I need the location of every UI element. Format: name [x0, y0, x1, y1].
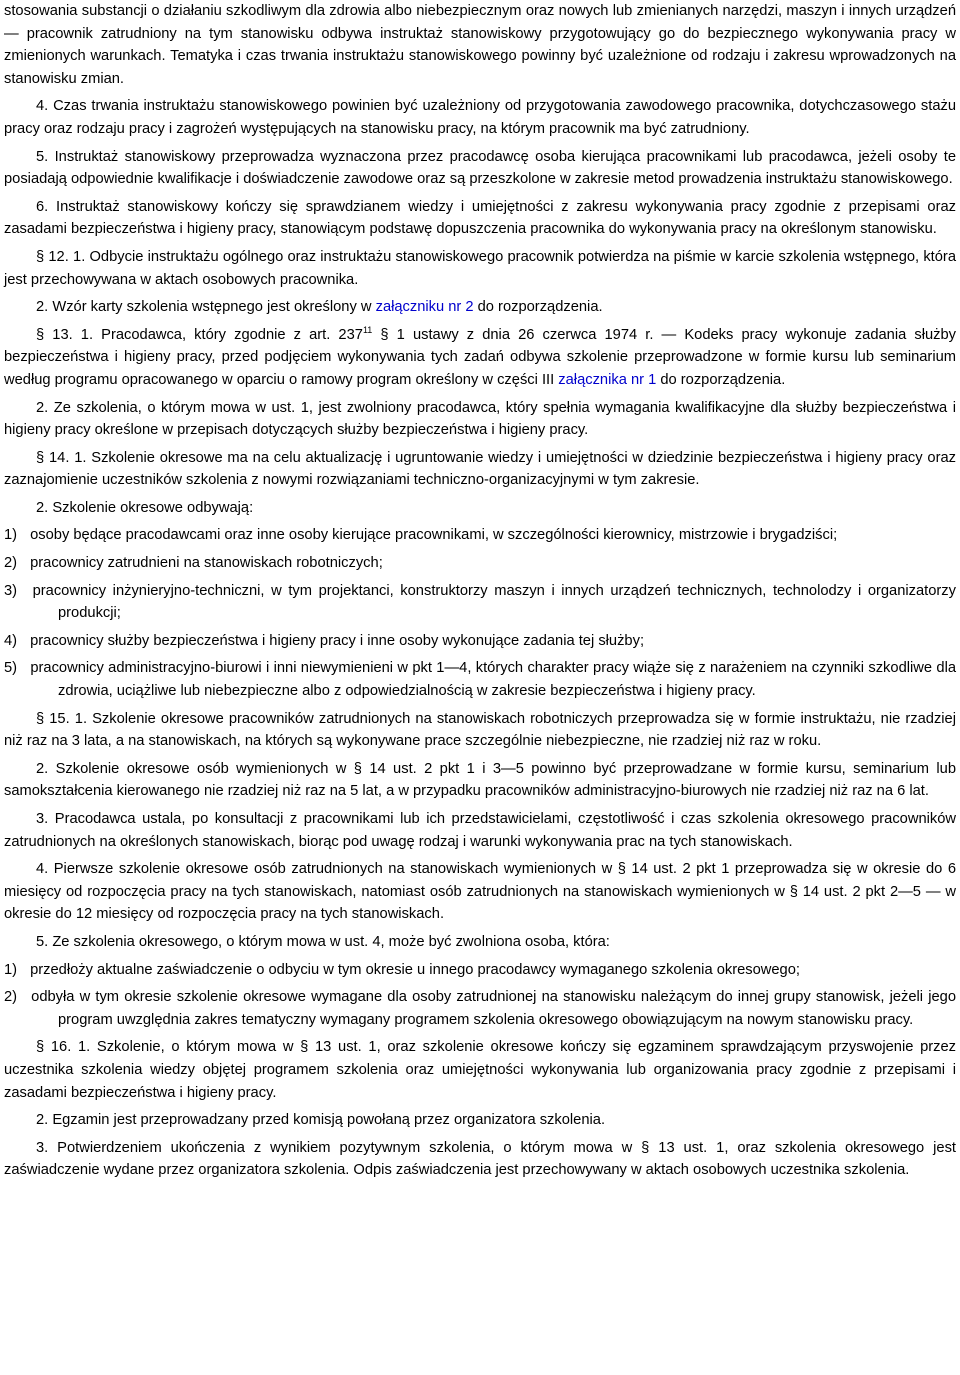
paragraph-par-16-1: § 16. 1. Szkolenie, o którym mowa w § 13 ust. 1, oraz szkolenie okresowe kończy się egzaminem sprawdzającym przyswojenie przez uczestnika szkolenia wiedzy objętej programem szkolenia oraz umiejętności wykonywania lub organizowania pracy zgodnie z przepisami i zasadami bezpieczeństwa i higieny pracy. [4, 1039, 956, 1101]
paragraph-par-12-2 [4, 296, 956, 319]
text: 2. Wzór karty szkolenia wstępnego jest określony w [36, 299, 376, 316]
list-item [4, 524, 956, 547]
list-number: 4) [4, 632, 18, 649]
list-text: pracownicy administracyjno-biurowi i inni niewymienieni w pkt 1—4, których charakter pracy wiąże się z narażeniem na czynniki szkodliwe dla zdrowia, uciążliwe lub niebezpieczne albo z odpowiedzialnością w zakresie bezpieczeństwa i higieny pracy. [30, 660, 956, 700]
list-text: pracownicy zatrudnieni na stanowiskach robotniczych; [30, 555, 383, 572]
text: § 1 ustawy z dnia 26 czerwca 1974 r. — Kodeks pracy wykonuje zadania służby bezpieczeństwa i higieny pracy, przed podjęciem wykonywania tych zadań odbywa szkolenie przeprowadzone w formie kursu lub seminarium według programu opracowanego w oparciu o ramowy program określony w części III [4, 326, 956, 388]
text: § 13. 1. Pracodawca, który zgodnie z art. 237 [36, 326, 363, 343]
list-number: 5) [4, 660, 18, 677]
paragraph-par-13-1 [4, 324, 956, 392]
list-text: pracownicy inżynieryjno-techniczni, w tym projektanci, konstruktorzy maszyn i innych urządzeń technicznych, technolodzy i organizatorzy produkcji; [32, 582, 956, 622]
paragraph-ust-5: 5. Instruktaż stanowiskowy przeprowadza wyznaczona przez pracodawcę osoba kierująca pracownikami lub pracodawca, jeżeli osoby te posiadają odpowiednie kwalifikacje i doświadczenie zawodowe oraz są przeszkolone w zakresie metod prowadzenia instruktażu stanowiskowego. [4, 148, 956, 188]
list-item [4, 959, 956, 982]
paragraph-ust-6: 6. Instruktaż stanowiskowy kończy się sprawdzianem wiedzy i umiejętności z zakresu wykonywania pracy zgodnie z przepisami oraz zasadami bezpieczeństwa i higieny pracy, stanowiącym podstawę dopuszczenia pracownika do wykonywania pracy na określonym stanowisku. [4, 198, 956, 238]
paragraph-par-15-3: 3. Pracodawca ustala, po konsultacji z pracownikami lub ich przedstawicielami, częstotliwość i czas szkolenia okresowego pracowników zatrudnionych na określonych stanowiskach, biorąc pod uwagę rodzaj i warunki wykonywania prac na tych stanowiskach. [4, 811, 956, 850]
list-number: 2) [4, 555, 18, 572]
list-number: 3) [4, 582, 18, 599]
list-number: 2) [4, 989, 18, 1006]
list-item [4, 552, 956, 575]
paragraph-par-15-2: 2. Szkolenie okresowe osób wymienionych w § 14 ust. 2 pkt 1 i 3—5 powinno być przeprowadzane w formie kursu, seminarium lub samokształcenia kierowanego nie rzadziej niż raz na 5 lat, a w przypadku pracowników administracyjno-biurowych nie rzadziej niż raz na 6 lat. [4, 760, 956, 800]
paragraph-ust-4: 4. Czas trwania instruktażu stanowiskowego powinien być uzależniony od przygotowania zawodowego pracownika, dotychczasowego stażu pracy oraz rodzaju pracy i zagrożeń występujących na stanowisku pracy, na którym pracownik ma być zatrudniony. [4, 98, 956, 137]
paragraph-continuation: stosowania substancji o działaniu szkodliwym dla zdrowia albo niebezpiecznym oraz nowych lub zmienianych narzędzi, maszyn i innych urządzeń — pracownik zatrudniony na tym stanowisku odbywa instruktaż stanowiskowy przygotowujący go do bezpiecznego wykonywania pracy w zmienionych warunkach. Tematyka i czas trwania instruktażu stanowiskowego powinny być uzależnione od rodzaju i zakresu wprowadzonych na stanowisku zmian. [4, 3, 956, 87]
link-zalacznik-1[interactable]: załącznika nr 1 [558, 371, 657, 388]
list-number: 1) [4, 527, 18, 544]
paragraph-par-13-2: 2. Ze szkolenia, o którym mowa w ust. 1, jest zwolniony pracodawca, który spełnia wymagania kwalifikacyjne dla służby bezpieczeństwa i higieny pracy określone w przepisach dotyczących służby bezpieczeństwa i higieny pracy. [4, 399, 956, 439]
paragraph-par-16-3: 3. Potwierdzeniem ukończenia z wynikiem pozytywnym szkolenia, o którym mowa w § 13 ust. 1, oraz szkolenia okresowego jest zaświadczenie wydane przez organizatora szkolenia. Odpis zaświadczenia jest przechowywany w aktach osobowych uczestnika szkolenia. [4, 1139, 956, 1179]
text: do rozporządzenia. [473, 299, 603, 316]
list-item [4, 580, 956, 625]
text: do rozporządzenia. [656, 371, 786, 388]
superscript: 11 [362, 324, 373, 335]
list-text: odbyła w tym okresie szkolenie okresowe wymagane dla osoby zatrudnionej na stanowisku należącym do innej grupy stanowisk, jeżeli jego program uwzględnia zakres tematyczny wymagany programem szkolenia okresowego obowiązującym na nowym stanowisku pracy. [31, 989, 956, 1028]
paragraph-par-12-1: § 12. 1. Odbycie instruktażu ogólnego oraz instruktażu stanowiskowego pracownik potwierdza na piśmie w karcie szkolenia wstępnego, która jest przechowywana w aktach osobowych pracownika. [4, 248, 956, 288]
list-item [4, 657, 956, 702]
paragraph-par-16-2: 2. Egzamin jest przeprowadzany przed komisją powołaną przez organizatora szkolenia. [36, 1112, 606, 1129]
list-number: 1) [4, 961, 18, 978]
list-text: przedłoży aktualne zaświadczenie o odbyciu w tym okresie u innego pracodawcy wymaganego szkolenia okresowego; [30, 961, 800, 978]
list-item [4, 986, 956, 1031]
list-text: pracownicy służby bezpieczeństwa i higieny pracy i inne osoby wykonujące zadania tej służby; [30, 632, 645, 649]
paragraph-par-14-1: § 14. 1. Szkolenie okresowe ma na celu aktualizację i ugruntowanie wiedzy i umiejętności w dziedzinie bezpieczeństwa i higieny pracy oraz zaznajomienie uczestników szkolenia z nowymi rozwiązaniami techniczno-organizacyjnymi w tym zakresie. [4, 449, 956, 489]
link-zalacznik-2[interactable]: załączniku nr 2 [375, 299, 474, 316]
list-item [4, 630, 956, 653]
paragraph-par-14-2: 2. Szkolenie okresowe odbywają: [36, 499, 254, 516]
paragraph-par-15-5: 5. Ze szkolenia okresowego, o którym mowa w ust. 4, może być zwolniona osoba, która: [36, 933, 610, 950]
paragraph-par-15-4: 4. Pierwsze szkolenie okresowe osób zatrudnionych na stanowiskach wymienionych w § 14 ust. 2 pkt 1 przeprowadza się w okresie do 6 miesięcy od rozpoczęcia pracy na tych stanowiskach, natomiast osób zatrudnionych na stanowiskach wymienionych w § 14 ust. 2 pkt 2—5 — w okresie do 12 miesięcy od rozpoczęcia pracy na tych stanowiskach. [4, 861, 956, 923]
list-text: osoby będące pracodawcami oraz inne osoby kierujące pracownikami, w szczególności kierownicy, mistrzowie i brygadziści; [30, 527, 838, 544]
paragraph-par-15-1: § 15. 1. Szkolenie okresowe pracowników zatrudnionych na stanowiskach robotniczych przeprowadza się w formie instruktażu, nie rzadziej niż raz na 3 lata, a na stanowiskach, na których są wykonywane prace szczególnie niebezpieczne, nie rzadziej niż raz w roku. [4, 710, 956, 750]
